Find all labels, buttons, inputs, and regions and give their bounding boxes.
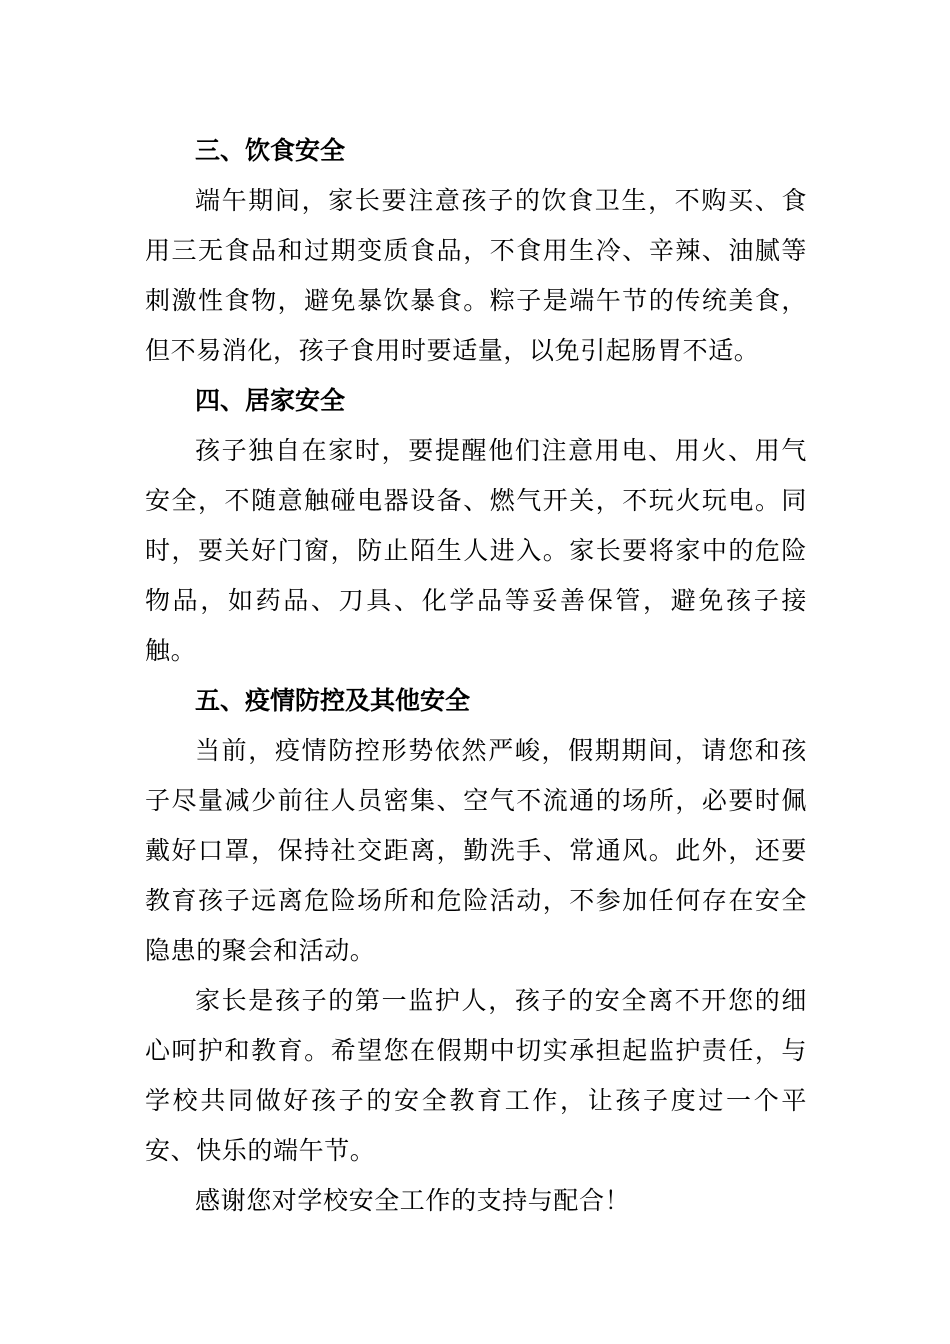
paragraph-guardian-responsibility: 家长是孩子的第一监护人，孩子的安全离不开您的细心呵护和教育。希望您在假期中切实承担起监护责任，与学校共同做好孩子的安全教育工作，让孩子度过一个平安、快乐的端午节。: [145, 986, 807, 1165]
paragraph-thanks: 感谢您对学校安全工作的支持与配合！: [195, 1186, 631, 1215]
section-heading-diet-safety: 三、饮食安全: [195, 136, 346, 165]
paragraph-home-safety: 孩子独自在家时，要提醒他们注意用电、用火、用气安全，不随意触碰电器设备、燃气开关，不玩火玩电。同时，要关好门窗，防止陌生人进入。家长要将家中的危险物品，如药品、刀具、化学品等妥善保管，避免孩子接触。: [145, 436, 807, 665]
paragraph-diet-safety: 端午期间，家长要注意孩子的饮食卫生，不购买、食用三无食品和过期变质食品，不食用生冷、辛辣、油腻等刺激性食物，避免暴饮暴食。粽子是端午节的传统美食，但不易消化，孩子食用时要适量，以免引起肠胃不适。: [145, 186, 807, 365]
section-heading-epidemic-safety: 五、疫情防控及其他安全: [195, 686, 471, 715]
paragraph-epidemic-safety: 当前，疫情防控形势依然严峻，假期期间，请您和孩子尽量减少前往人员密集、空气不流通的场所，必要时佩戴好口罩，保持社交距离，勤洗手、常通风。此外，还要教育孩子远离危险场所和危险活动，不参加任何存在安全隐患的聚会和活动。: [145, 736, 807, 965]
document-body: [145, 126, 807, 1226]
section-heading-home-safety: 四、居家安全: [195, 386, 346, 415]
